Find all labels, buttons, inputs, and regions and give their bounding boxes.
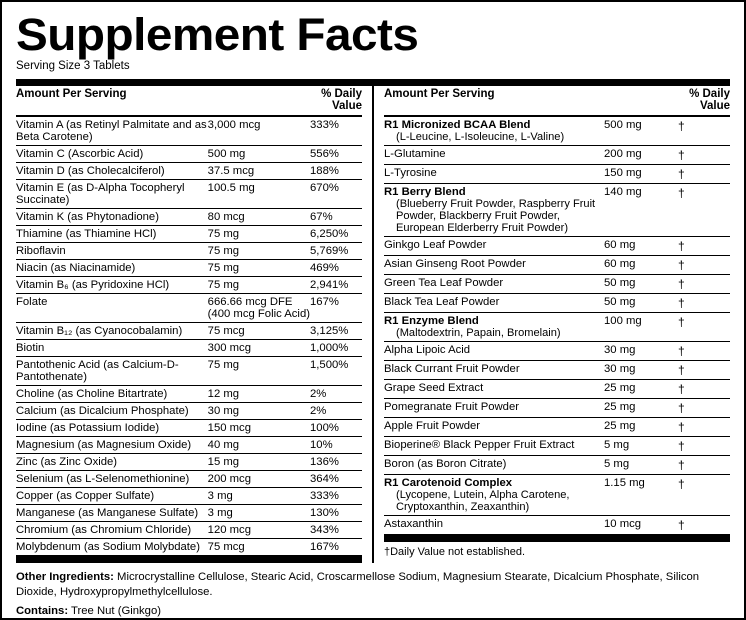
nutrient-name — [16, 437, 208, 454]
nutrient-name-text: Vitamin E (as D-Alpha Tocopheryl Succinate) — [16, 182, 185, 206]
nutrient-amount-text: 5 mg — [604, 439, 630, 451]
nutrient-daily-value: † — [678, 119, 685, 133]
nutrient-amount-text: 37.5 mcg — [207, 165, 255, 177]
nutrient-amount — [604, 361, 678, 380]
table-row — [16, 226, 362, 243]
table-row — [16, 180, 362, 209]
contains-label: Contains: — [16, 605, 69, 617]
table-row — [384, 399, 730, 418]
right-header-amount: Amount Per Serving — [384, 86, 604, 116]
nutrient-name-text: Vitamin K (as Phytonadione) — [16, 211, 159, 223]
nutrient-name-text: L-Tyrosine — [384, 167, 437, 179]
nutrient-amount — [208, 488, 310, 505]
right-column — [372, 86, 730, 563]
nutrient-name — [384, 256, 604, 275]
nutrient-name — [384, 165, 604, 184]
nutrient-amount — [604, 313, 678, 342]
left-bottom-divider — [16, 556, 362, 563]
nutrient-name — [16, 505, 208, 522]
nutrient-name-text: Selenium (as L-Selenomethionine) — [16, 473, 190, 485]
nutrient-daily-value: † — [678, 439, 685, 453]
table-row — [384, 418, 730, 437]
table-row — [16, 522, 362, 539]
nutrient-amount-text: 25 mg — [604, 420, 636, 432]
nutrient-amount — [208, 505, 310, 522]
nutrient-amount — [604, 399, 678, 418]
table-row — [16, 209, 362, 226]
nutrient-daily-value: † — [678, 277, 685, 291]
nutrient-amount-text: 15 mg — [207, 456, 240, 468]
nutrient-amount-text: 75 mcg — [207, 325, 245, 337]
nutrient-name-text: Choline (as Choline Bitartrate) — [16, 388, 168, 400]
nutrient-amount — [208, 471, 310, 488]
left-column — [16, 86, 372, 563]
nutrient-daily-value: † — [678, 458, 685, 472]
nutrient-name-text: Green Tea Leaf Powder — [384, 277, 504, 289]
nutrient-amount-text: 500 mg — [207, 148, 246, 160]
nutrient-name — [384, 294, 604, 313]
nutrient-amount-text: 100 mg — [604, 315, 642, 327]
table-row — [384, 146, 730, 165]
nutrient-name — [384, 342, 604, 361]
contains-row — [16, 604, 730, 619]
nutrient-daily-value: † — [678, 363, 685, 377]
nutrient-name — [384, 418, 604, 437]
nutrient-amount — [604, 275, 678, 294]
nutrient-subtext: (Lycopene, Lutein, Alpha Carotene, Cryptoxanthin, Zeaxanthin) — [396, 489, 570, 513]
nutrient-name-text: Pomegranate Fruit Powder — [384, 401, 519, 413]
nutrient-subtext: (Maltodextrin, Papain, Bromelain) — [396, 327, 561, 339]
nutrient-amount-text: 75 mg — [207, 245, 240, 257]
right-nutrient-table — [384, 86, 730, 535]
nutrient-amount — [208, 403, 310, 420]
nutrient-name-text: Boron (as Boron Citrate) — [384, 458, 507, 470]
nutrient-daily-value: 2% — [310, 388, 327, 400]
nutrient-amount-text: 150 mcg — [207, 422, 251, 434]
nutrient-amount — [604, 165, 678, 184]
nutrient-name-text: Niacin (as Niacinamide) — [16, 262, 136, 274]
table-row — [384, 456, 730, 475]
nutrient-amount-text: 200 mcg — [207, 473, 251, 485]
nutrient-name — [384, 361, 604, 380]
nutrient-name — [16, 226, 208, 243]
nutrient-name — [384, 475, 604, 516]
nutrient-name — [16, 539, 208, 556]
nutrient-daily-value: 2,941% — [310, 279, 349, 291]
right-table-head — [384, 86, 730, 116]
nutrient-name — [16, 357, 208, 386]
serving-size: Serving Size 3 Tablets — [16, 60, 130, 72]
nutrient-daily-value: 130% — [310, 507, 339, 519]
table-row — [384, 165, 730, 184]
table-row — [384, 475, 730, 516]
nutrient-amount — [208, 386, 310, 403]
right-table-body — [384, 116, 730, 535]
footer — [16, 570, 730, 619]
table-row — [384, 237, 730, 256]
nutrient-amount — [208, 226, 310, 243]
nutrient-name — [384, 380, 604, 399]
nutrient-name-text: Manganese (as Manganese Sulfate) — [16, 507, 199, 519]
nutrient-daily-value: 670% — [310, 182, 339, 194]
nutrient-subtext: (L-Leucine, L-Isoleucine, L-Valine) — [396, 131, 565, 143]
left-header-row — [16, 86, 362, 116]
nutrient-name — [16, 163, 208, 180]
nutrient-amount-text: 30 mg — [604, 363, 636, 375]
table-row — [16, 323, 362, 340]
nutrient-name-text: Ginkgo Leaf Powder — [384, 239, 487, 251]
nutrient-amount-text: 40 mg — [207, 439, 240, 451]
nutrient-name — [16, 454, 208, 471]
right-header-daily-value: % Daily Value — [678, 86, 730, 116]
nutrient-amount — [604, 456, 678, 475]
nutrient-amount — [208, 522, 310, 539]
nutrient-amount-text: 5 mg — [604, 458, 630, 470]
nutrient-amount — [208, 437, 310, 454]
nutrient-amount-text: 75 mg — [207, 359, 240, 371]
nutrient-name — [16, 420, 208, 437]
nutrient-name-text: R1 Micronized BCAA Blend — [384, 119, 531, 131]
nutrient-amount-text: 80 mcg — [207, 211, 245, 223]
nutrient-name — [16, 471, 208, 488]
nutrient-amount — [604, 516, 678, 535]
nutrient-amount — [208, 539, 310, 556]
table-row — [384, 516, 730, 535]
nutrient-amount — [208, 243, 310, 260]
nutrient-name — [384, 184, 604, 237]
nutrient-amount-text: 140 mg — [604, 186, 642, 198]
table-row — [16, 146, 362, 163]
nutrient-amount — [604, 380, 678, 399]
nutrient-daily-value: 364% — [310, 473, 339, 485]
nutrient-amount-text: 30 mg — [207, 405, 240, 417]
nutrient-daily-value: 2% — [310, 405, 327, 417]
nutrient-amount-text: 30 mg — [604, 344, 636, 356]
nutrient-name — [384, 456, 604, 475]
nutrient-amount-text: 3,000 mcg — [207, 119, 261, 131]
nutrient-amount-text: 200 mg — [604, 148, 642, 160]
other-ingredients-text: Microcrystalline Cellulose, Stearic Acid, Croscarmellose Sodium, Magnesium Stearate, Dicalcium Phosphate, Silicon Dioxide, Hydroxypropylmethylcellulose. — [16, 571, 700, 598]
nutrient-daily-value: † — [678, 401, 685, 415]
nutrient-name-text: Thiamine (as Thiamine HCl) — [16, 228, 157, 240]
nutrient-daily-value: 1,000% — [310, 342, 349, 354]
nutrient-amount — [208, 454, 310, 471]
nutrient-name-text: Zinc (as Zinc Oxide) — [16, 456, 118, 468]
left-nutrient-table — [16, 86, 362, 556]
nutrient-name-text: Vitamin B₆ (as Pyridoxine HCl) — [16, 279, 170, 291]
table-row — [16, 488, 362, 505]
nutrient-amount-text: 75 mg — [207, 228, 240, 240]
table-row — [384, 313, 730, 342]
nutrient-daily-value: 188% — [310, 165, 339, 177]
nutrient-daily-value: 67% — [310, 211, 333, 223]
nutrient-name-text: R1 Carotenoid Complex — [384, 477, 513, 489]
nutrient-amount — [604, 256, 678, 275]
nutrient-name — [384, 237, 604, 256]
daily-value-footnote: †Daily Value not established. — [384, 535, 730, 558]
nutrient-amount — [208, 260, 310, 277]
nutrient-amount — [208, 294, 310, 323]
nutrient-name — [16, 522, 208, 539]
nutrient-amount — [604, 184, 678, 237]
nutrient-daily-value: 167% — [310, 296, 339, 308]
nutrient-name-text: Black Tea Leaf Powder — [384, 296, 500, 308]
nutrient-name-text: Folate — [16, 296, 48, 308]
nutrient-name — [16, 180, 208, 209]
nutrient-name-text: Asian Ginseng Root Powder — [384, 258, 526, 270]
nutrient-daily-value: 469% — [310, 262, 339, 274]
nutrient-name — [16, 294, 208, 323]
nutrient-name-text: Chromium (as Chromium Chloride) — [16, 524, 192, 536]
nutrient-name-text: Bioperine® Black Pepper Fruit Extract — [384, 439, 575, 451]
nutrient-daily-value: † — [678, 315, 685, 329]
nutrient-amount — [208, 420, 310, 437]
table-row — [16, 294, 362, 323]
nutrient-name-text: Vitamin C (Ascorbic Acid) — [16, 148, 144, 160]
nutrient-name-text: R1 Berry Blend — [384, 186, 466, 198]
table-row — [384, 116, 730, 146]
nutrient-amount — [208, 209, 310, 226]
nutrient-daily-value: 343% — [310, 524, 339, 536]
table-row — [384, 437, 730, 456]
nutrient-amount — [604, 342, 678, 361]
nutrient-daily-value: † — [678, 518, 685, 532]
nutrient-name — [16, 116, 208, 146]
nutrient-name-text: Black Currant Fruit Powder — [384, 363, 520, 375]
nutrient-amount-text: 50 mg — [604, 296, 636, 308]
facts-columns — [16, 86, 730, 563]
nutrient-daily-value: † — [678, 382, 685, 396]
left-table-body — [16, 116, 362, 556]
table-row — [16, 163, 362, 180]
nutrient-name-text: Iodine (as Potassium Iodide) — [16, 422, 160, 434]
nutrient-amount — [208, 163, 310, 180]
nutrient-name-text: Vitamin D (as Cholecalciferol) — [16, 165, 165, 177]
table-row — [16, 471, 362, 488]
nutrient-name-text: Molybdenum (as Sodium Molybdate) — [16, 541, 200, 553]
nutrient-daily-value: 5,769% — [310, 245, 349, 257]
nutrient-amount-text: 500 mg — [604, 119, 642, 131]
table-row — [16, 386, 362, 403]
nutrient-name-text: Copper (as Copper Sulfate) — [16, 490, 155, 502]
table-row — [384, 275, 730, 294]
table-row — [16, 420, 362, 437]
other-ingredients-row — [16, 570, 730, 599]
nutrient-amount — [208, 116, 310, 146]
nutrient-daily-value: † — [678, 258, 685, 272]
table-row — [16, 277, 362, 294]
nutrient-amount-text: 10 mcg — [604, 518, 642, 530]
right-header-row — [384, 86, 730, 116]
nutrient-name — [16, 277, 208, 294]
nutrient-name-text: Biotin — [16, 342, 45, 354]
nutrient-daily-value: † — [678, 239, 685, 253]
header-divider — [16, 79, 730, 86]
nutrient-name-text: Riboflavin — [16, 245, 66, 257]
nutrient-name-text: Vitamin B₁₂ (as Cyanocobalamin) — [16, 325, 183, 337]
nutrient-name-text: Magnesium (as Magnesium Oxide) — [16, 439, 192, 451]
nutrient-daily-value: † — [678, 477, 685, 491]
left-header-amount: Amount Per Serving — [16, 86, 208, 116]
nutrient-daily-value: 333% — [310, 119, 339, 131]
nutrient-daily-value: † — [678, 148, 685, 162]
nutrient-amount — [604, 116, 678, 146]
nutrient-amount — [604, 437, 678, 456]
nutrient-amount — [208, 357, 310, 386]
table-row — [16, 403, 362, 420]
nutrient-amount — [604, 475, 678, 516]
nutrient-name — [384, 146, 604, 165]
nutrient-daily-value: † — [678, 167, 685, 181]
nutrient-amount-text: 75 mg — [207, 262, 240, 274]
nutrient-daily-value: 556% — [310, 148, 339, 160]
nutrient-amount-text: 25 mg — [604, 401, 636, 413]
nutrient-name — [16, 386, 208, 403]
nutrient-amount — [604, 237, 678, 256]
nutrient-daily-value: † — [678, 296, 685, 310]
nutrient-amount — [208, 323, 310, 340]
nutrient-name-text: Calcium (as Dicalcium Phosphate) — [16, 405, 189, 417]
nutrient-amount-text: 60 mg — [604, 239, 636, 251]
nutrient-daily-value: 100% — [310, 422, 339, 434]
table-row — [384, 380, 730, 399]
nutrient-name — [16, 488, 208, 505]
nutrient-daily-value: 136% — [310, 456, 339, 468]
nutrient-amount — [604, 146, 678, 165]
nutrient-name — [16, 243, 208, 260]
left-header-daily-value: % Daily Value — [310, 86, 362, 116]
nutrient-name — [384, 313, 604, 342]
nutrient-amount-text: 75 mg — [207, 279, 240, 291]
table-row — [16, 357, 362, 386]
nutrient-name — [384, 399, 604, 418]
right-header-spacer — [604, 86, 678, 116]
nutrient-name-text: Apple Fruit Powder — [384, 420, 481, 432]
table-row — [16, 454, 362, 471]
nutrient-name-text: Grape Seed Extract — [384, 382, 484, 394]
nutrient-name-text: Pantothenic Acid (as Calcium-D-Pantothenate) — [16, 359, 179, 383]
nutrient-name — [384, 516, 604, 535]
nutrient-amount-text: 50 mg — [604, 277, 636, 289]
nutrient-amount — [604, 294, 678, 313]
nutrient-daily-value: 167% — [310, 541, 339, 553]
nutrient-amount — [208, 180, 310, 209]
other-ingredients-label: Other Ingredients: — [16, 571, 114, 583]
nutrient-name — [16, 323, 208, 340]
nutrient-amount-text: 1.15 mg — [604, 477, 645, 489]
nutrient-subtext: (Blueberry Fruit Powder, Raspberry Fruit Powder, Blackberry Fruit Powder, European Elderberry Fruit Powder) — [396, 198, 596, 234]
table-row — [16, 340, 362, 357]
nutrient-amount-text: 75 mcg — [207, 541, 245, 553]
nutrient-name — [16, 146, 208, 163]
nutrient-amount — [604, 418, 678, 437]
nutrient-amount-text: 12 mg — [207, 388, 240, 400]
nutrient-daily-value: 1,500% — [310, 359, 349, 371]
nutrient-daily-value: † — [678, 420, 685, 434]
nutrient-daily-value: † — [678, 344, 685, 358]
table-row — [16, 539, 362, 556]
nutrient-amount-text: 300 mcg — [207, 342, 251, 354]
table-row — [384, 342, 730, 361]
nutrient-amount-text: 666.66 mcg DFE — [207, 296, 293, 308]
nutrient-amount — [208, 277, 310, 294]
nutrient-amount — [208, 340, 310, 357]
nutrient-name — [16, 209, 208, 226]
table-row — [384, 256, 730, 275]
table-row — [16, 505, 362, 522]
nutrient-daily-value: 6,250% — [310, 228, 349, 240]
nutrient-name — [16, 340, 208, 357]
nutrient-name — [384, 437, 604, 456]
nutrient-name-text: Vitamin A (as Retinyl Palmitate and as Beta Carotene) — [16, 119, 207, 143]
nutrient-name-text: Alpha Lipoic Acid — [384, 344, 471, 356]
table-row — [384, 294, 730, 313]
left-header-spacer — [208, 86, 310, 116]
nutrient-name — [384, 116, 604, 146]
nutrient-amount-text: 120 mcg — [207, 524, 251, 536]
nutrient-daily-value: 10% — [310, 439, 333, 451]
nutrient-amount-note: (400 mcg Folic Acid) — [207, 308, 310, 320]
table-row — [384, 361, 730, 380]
nutrient-name-text: Astaxanthin — [384, 518, 444, 530]
nutrient-amount-text: 100.5 mg — [207, 182, 255, 194]
nutrient-name — [16, 260, 208, 277]
nutrient-name — [384, 275, 604, 294]
nutrient-daily-value: 333% — [310, 490, 339, 502]
nutrient-daily-value: 3,125% — [310, 325, 349, 337]
left-table-head — [16, 86, 362, 116]
nutrient-amount — [208, 146, 310, 163]
nutrient-name-text: L-Glutamine — [384, 148, 446, 160]
nutrient-amount-text: 60 mg — [604, 258, 636, 270]
nutrient-name-text: R1 Enzyme Blend — [384, 315, 479, 327]
table-row — [16, 437, 362, 454]
nutrient-daily-value: † — [678, 186, 685, 200]
nutrient-amount-text: 150 mg — [604, 167, 642, 179]
page-title: Supplement Facts — [16, 9, 419, 60]
table-row — [16, 116, 362, 146]
nutrient-amount-text: 3 mg — [207, 507, 233, 519]
contains-text: Tree Nut (Ginkgo) — [68, 605, 162, 617]
nutrient-name — [16, 403, 208, 420]
table-row — [16, 260, 362, 277]
nutrient-amount-text: 3 mg — [207, 490, 233, 502]
nutrient-amount-text: 25 mg — [604, 382, 636, 394]
table-row — [16, 243, 362, 260]
table-row — [384, 184, 730, 237]
